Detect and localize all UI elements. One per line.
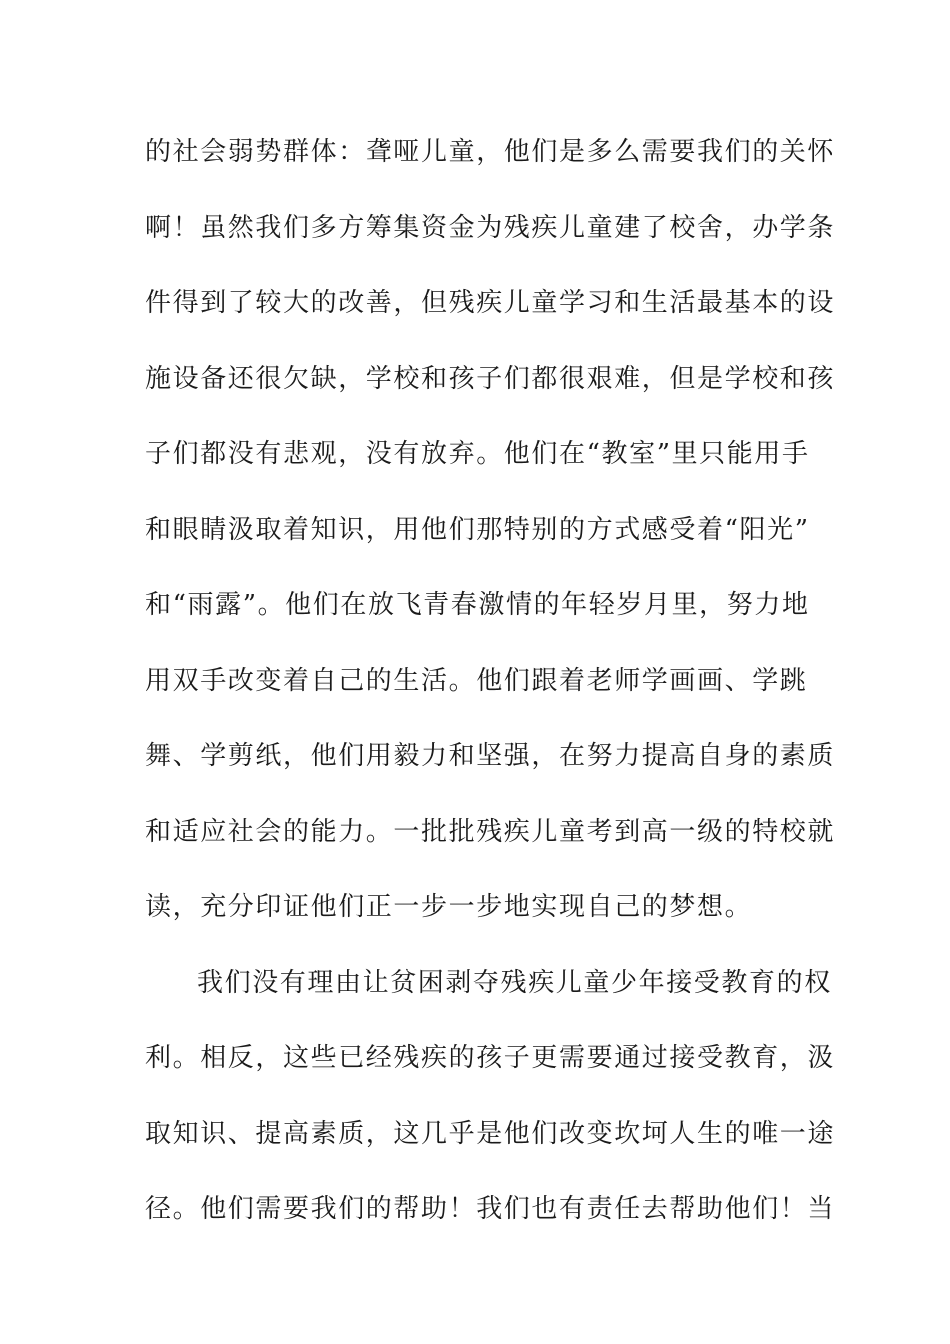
- text-line: 径。他们需要我们的帮助！我们也有责任去帮助他们！当: [145, 1194, 836, 1224]
- text-line: 取知识、提高素质，这几乎是他们改变坎坷人生的唯一途: [145, 1118, 836, 1149]
- text-line: 和“雨露”。他们在放飞青春激情的年轻岁月里，努力地: [145, 590, 810, 620]
- text-line: 啊！虽然我们多方筹集资金为残疾儿童建了校舍，办学条: [145, 212, 836, 243]
- text-line: 的社会弱势群体：聋哑儿童，他们是多么需要我们的关怀: [145, 137, 836, 167]
- text-line: 用双手改变着自己的生活。他们跟着老师学画画、学跳: [145, 665, 808, 696]
- text-line: 子们都没有悲观，没有放弃。他们在“教室”里只能用手: [145, 439, 810, 469]
- text-line: 施设备还很欠缺，学校和孩子们都很艰难，但是学校和孩: [145, 363, 836, 394]
- text-line: 利。相反，这些已经残疾的孩子更需要通过接受教育，汲: [145, 1043, 836, 1073]
- text-line: 和眼睛汲取着知识，用他们那特别的方式感受着“阳光”: [145, 514, 810, 545]
- text-line: 舞、学剪纸，他们用毅力和坚强，在努力提高自身的素质: [145, 741, 836, 771]
- paragraph-first-line: 我们没有理由让贫困剥夺残疾儿童少年接受教育的权: [197, 967, 832, 998]
- text-line: 读，充分印证他们正一步一步地实现自己的梦想。: [145, 892, 753, 922]
- body-text: [145, 126, 836, 1259]
- text-line: 和适应社会的能力。一批批残疾儿童考到高一级的特校就: [145, 816, 836, 847]
- text-line: 件得到了较大的改善，但残疾儿童学习和生活最基本的设: [145, 288, 836, 318]
